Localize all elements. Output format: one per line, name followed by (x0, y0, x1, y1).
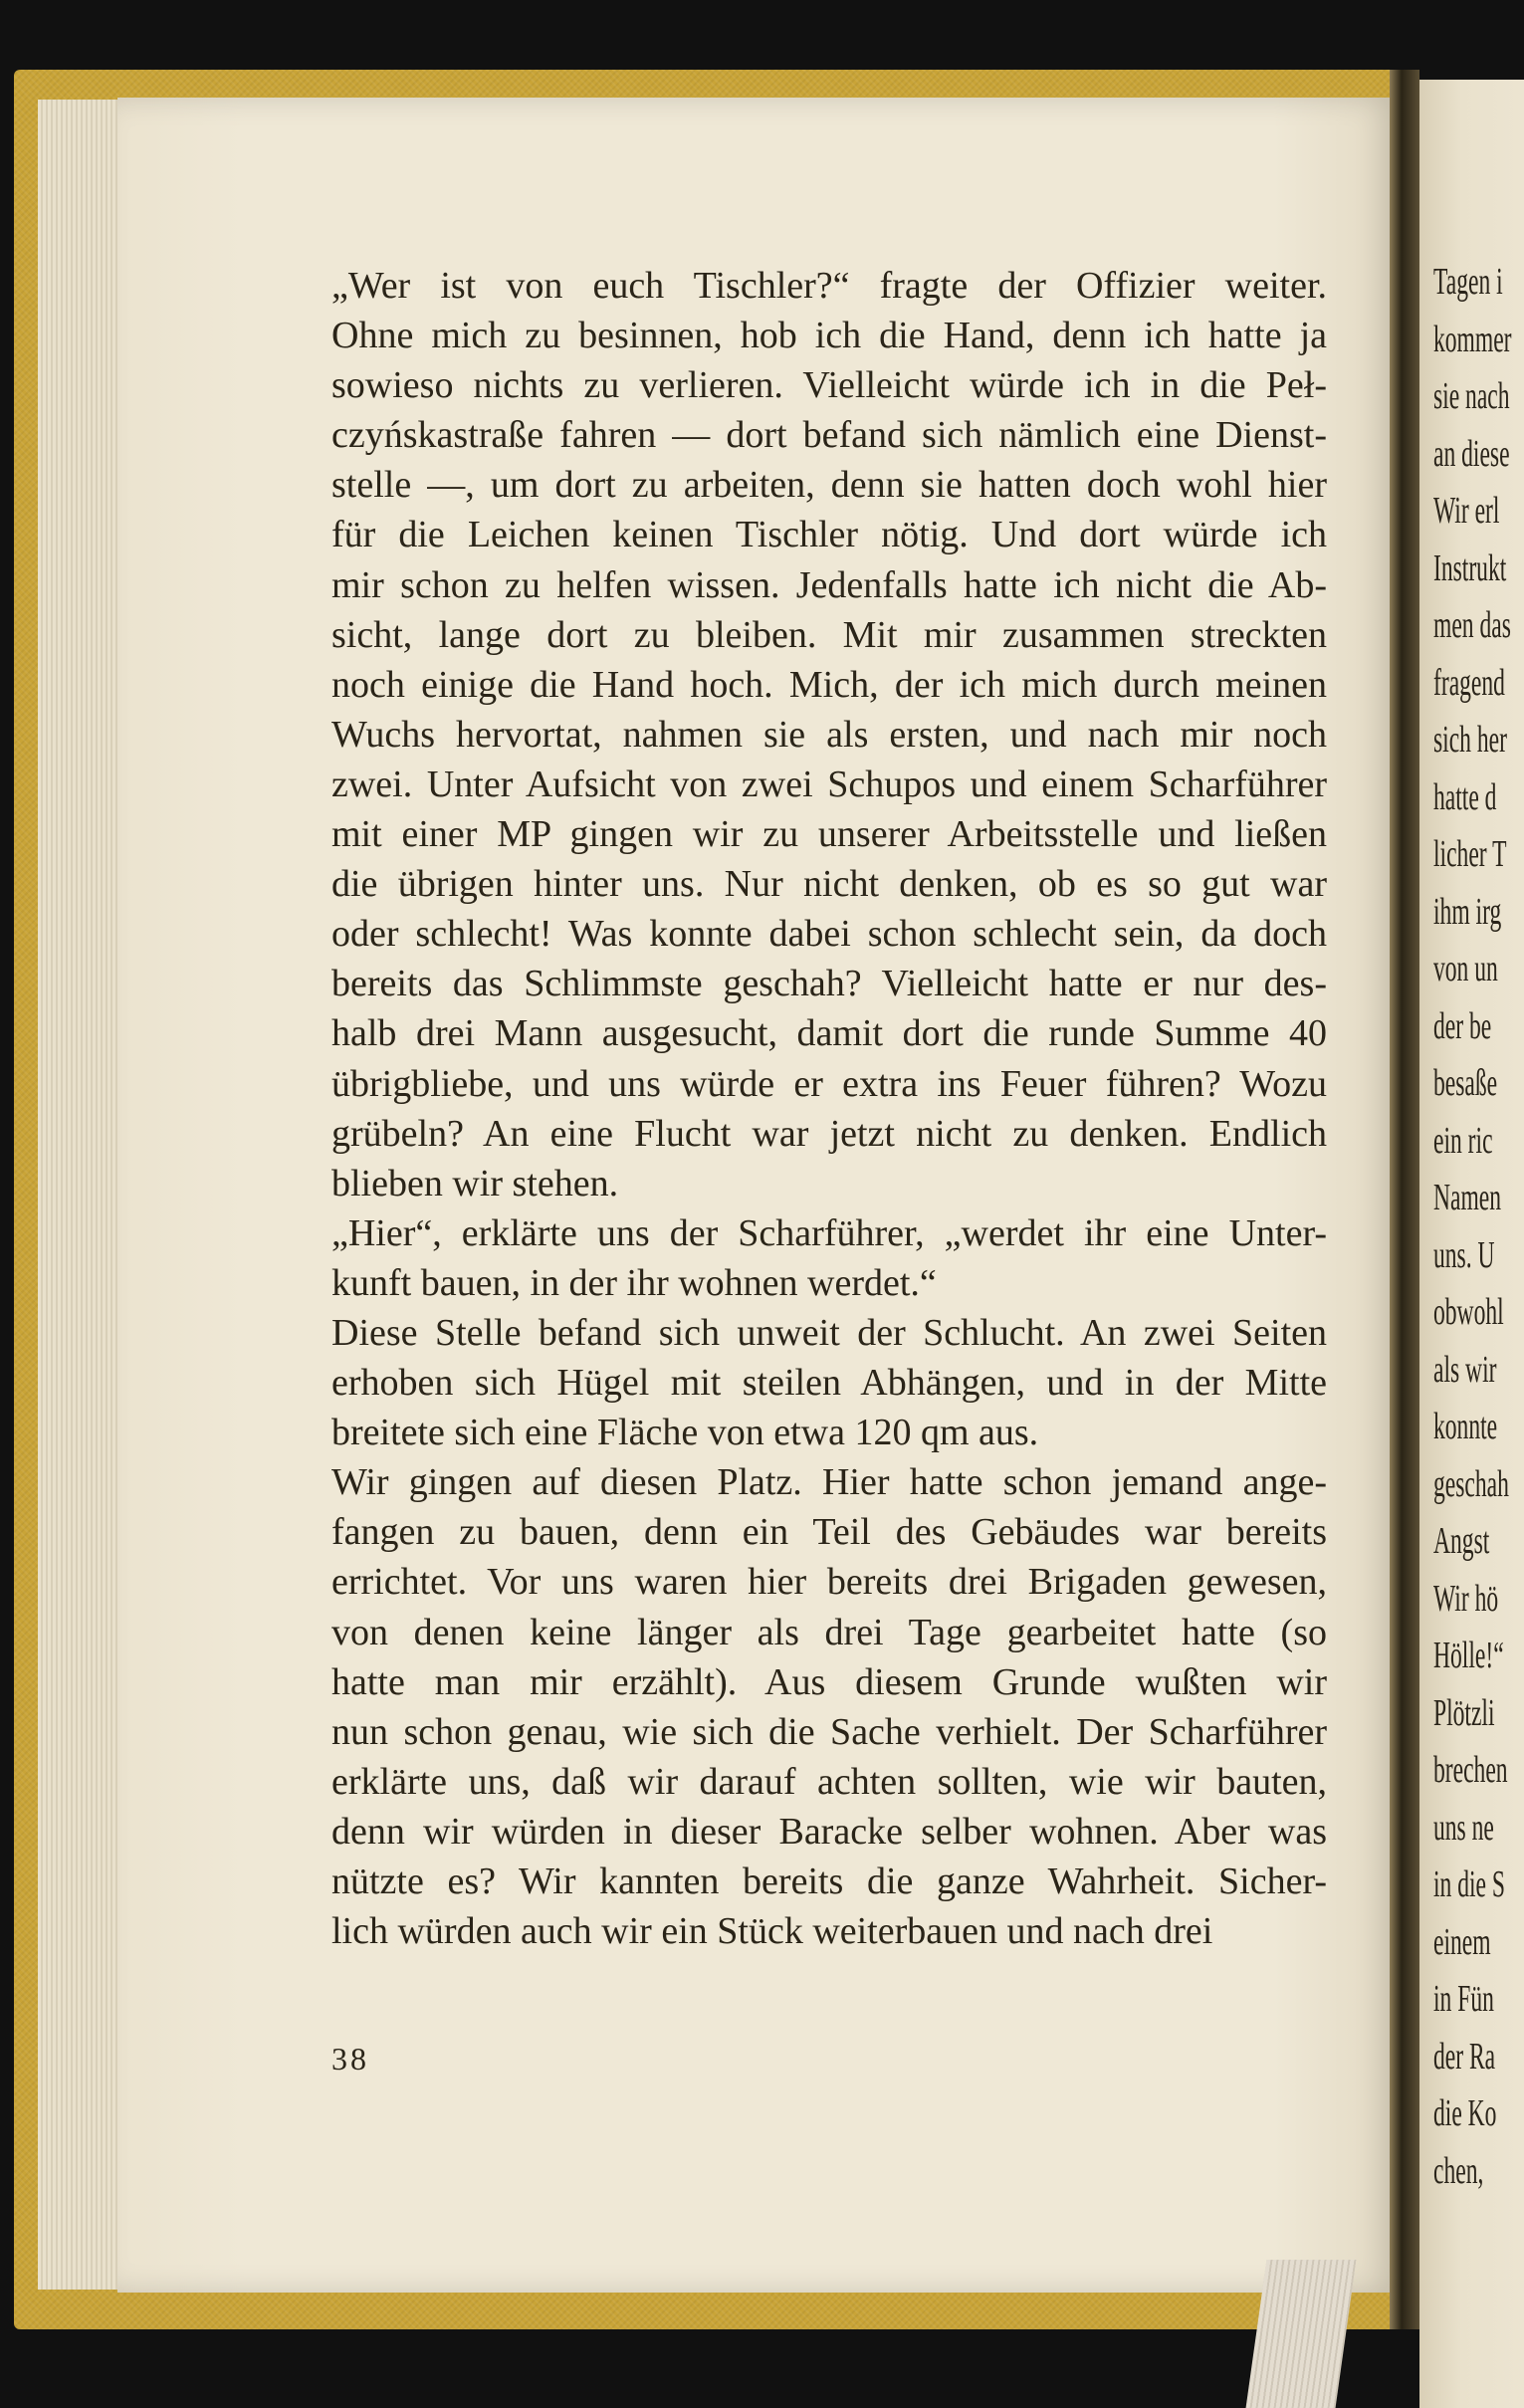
facing-page-line: einem (1433, 1920, 1491, 1963)
text-line: halb drei Mann ausgesucht, damit dort die runde Summe 40 (331, 1012, 1327, 1055)
facing-page-line: konnte (1433, 1406, 1498, 1447)
text-line: mit einer MP gingen wir zu unserer Arbeitsstelle und ließen (331, 813, 1327, 856)
facing-page-line: kommer (1433, 318, 1512, 360)
text-line: die übrigen hinter uns. Nur nicht denken, ob es so gut war (331, 863, 1327, 906)
book-gutter (1390, 70, 1419, 2329)
text-line: Wuchs hervortat, nahmen sie als ersten, und nach mir noch (331, 713, 1327, 756)
facing-page-line: hatte d (1433, 775, 1497, 818)
text-line: breitete sich eine Fläche von etwa 120 qm aus. (331, 1412, 1039, 1454)
facing-page-line: licher T (1433, 833, 1507, 875)
text-line: Ohne mich zu besinnen, hob ich die Hand, denn ich hatte ja (331, 315, 1327, 357)
facing-page-line: Angst (1433, 1520, 1490, 1562)
facing-page-line: uns. U (1433, 1233, 1495, 1276)
text-line: fangen zu bauen, denn ein Teil des Gebäudes war bereits (331, 1511, 1327, 1554)
text-line: von denen keine länger als drei Tage gearbeitet hatte (so (331, 1611, 1327, 1653)
text-line: erklärte uns, daß wir darauf achten sollten, wie wir bauten, (331, 1760, 1327, 1803)
text-line: kunft bauen, in der ihr wohnen werdet.“ (331, 1261, 937, 1304)
text-line: mir schon zu helfen wissen. Jedenfalls hatte ich nicht die Ab- (331, 563, 1327, 606)
facing-page-line: geschah (1433, 1462, 1509, 1505)
facing-page-line: Tagen i (1433, 261, 1503, 303)
facing-page-line: von un (1433, 948, 1498, 989)
facing-page-line: brechen (1433, 1749, 1508, 1791)
body-text (331, 261, 1327, 1956)
text-line: lich würden auch wir ein Stück weiterbauen und nach drei (331, 1910, 1213, 1953)
text-line: czyńskastraße fahren — dort befand sich nämlich eine Dienst- (331, 414, 1327, 457)
text-line: nun schon genau, wie sich die Sache verhielt. Der Scharführer (331, 1710, 1327, 1753)
facing-page-line: obwohl (1433, 1291, 1504, 1333)
text-line: stelle —, um dort zu arbeiten, denn sie hatten doch wohl hier (331, 464, 1327, 507)
text-line: erhoben sich Hügel mit steilen Abhängen, und in der Mitte (331, 1362, 1327, 1405)
text-line: hatte man mir erzählt). Aus diesem Grunde wußten wir (331, 1660, 1327, 1703)
facing-page-line: Instrukt (1433, 547, 1507, 589)
facing-page-line: sie nach (1433, 375, 1510, 417)
facing-page-line: der be (1433, 1004, 1492, 1047)
facing-page-line: chen, (1433, 2149, 1484, 2192)
text-line: noch einige die Hand hoch. Mich, der ich mich durch meinen (331, 663, 1327, 706)
facing-page-line: Wir erl (1433, 490, 1500, 532)
text-line: übrigbliebe, und uns würde er extra ins Feuer führen? Wozu (331, 1062, 1327, 1105)
text-line: nützte es? Wir kannten bereits die ganze Wahrheit. Sicher- (331, 1861, 1327, 1902)
text-line: denn wir würden in dieser Baracke selber wohnen. Aber was (331, 1810, 1327, 1853)
text-line: sicht, lange dort zu bleiben. Mit mir zusammen streckten (331, 613, 1327, 656)
facing-page-line: Wir hö (1433, 1577, 1499, 1620)
page-number: 38 (331, 2041, 369, 2077)
text-line: zwei. Unter Aufsicht von zwei Schupos und einem Scharführer (331, 763, 1327, 805)
facing-page-line: men das (1433, 604, 1511, 646)
text-line: oder schlecht! Was konnte dabei schon schlecht sein, da doch (331, 913, 1327, 956)
facing-page-line: fragend (1433, 661, 1505, 704)
text-line: bereits das Schlimmste geschah? Vielleicht hatte er nur des- (331, 963, 1327, 1005)
facing-page-line: in die S (1433, 1863, 1505, 1905)
page-edges (38, 100, 117, 2290)
facing-page-line: Hölle!“ (1433, 1635, 1504, 1676)
facing-page-line: an diese (1433, 432, 1510, 475)
text-line: errichtet. Vor uns waren hier bereits drei Brigaden gewesen, (331, 1561, 1327, 1604)
text-line: für die Leichen keinen Tischler nötig. Und dort würde ich (331, 514, 1327, 556)
facing-page-text (1433, 254, 1512, 2200)
text-line: „Hier“, erklärte uns der Scharführer, „werdet ihr eine Unter- (331, 1211, 1327, 1254)
facing-page-line: besaße (1433, 1062, 1498, 1104)
facing-page-line: die Ko (1433, 2092, 1497, 2134)
text-line: Diese Stelle befand sich unweit der Schlucht. An zwei Seiten (331, 1311, 1327, 1354)
text-line: blieben wir stehen. (331, 1162, 619, 1204)
facing-page-line: uns ne (1433, 1806, 1494, 1849)
text-line: grübeln? An eine Flucht war jetzt nicht zu denken. Endlich (331, 1112, 1327, 1155)
facing-page-line: der Ra (1433, 2035, 1496, 2078)
text-line: „Wer ist von euch Tischler?“ fragte der Offizier weiter. (331, 265, 1327, 307)
facing-page-line: sich her (1433, 719, 1507, 761)
text-line: sowieso nichts zu verlieren. Vielleicht würde ich in die Peł- (331, 364, 1327, 407)
facing-page-line: ihm irg (1433, 890, 1502, 933)
text-line: Wir gingen auf diesen Platz. Hier hatte schon jemand ange- (331, 1461, 1327, 1504)
facing-page-line: in Fün (1433, 1978, 1494, 2020)
facing-page-line: als wir (1433, 1348, 1497, 1391)
facing-page-line: Namen (1433, 1177, 1502, 1218)
facing-page-line: ein ric (1433, 1119, 1493, 1162)
facing-page-line: Plötzli (1433, 1691, 1495, 1734)
